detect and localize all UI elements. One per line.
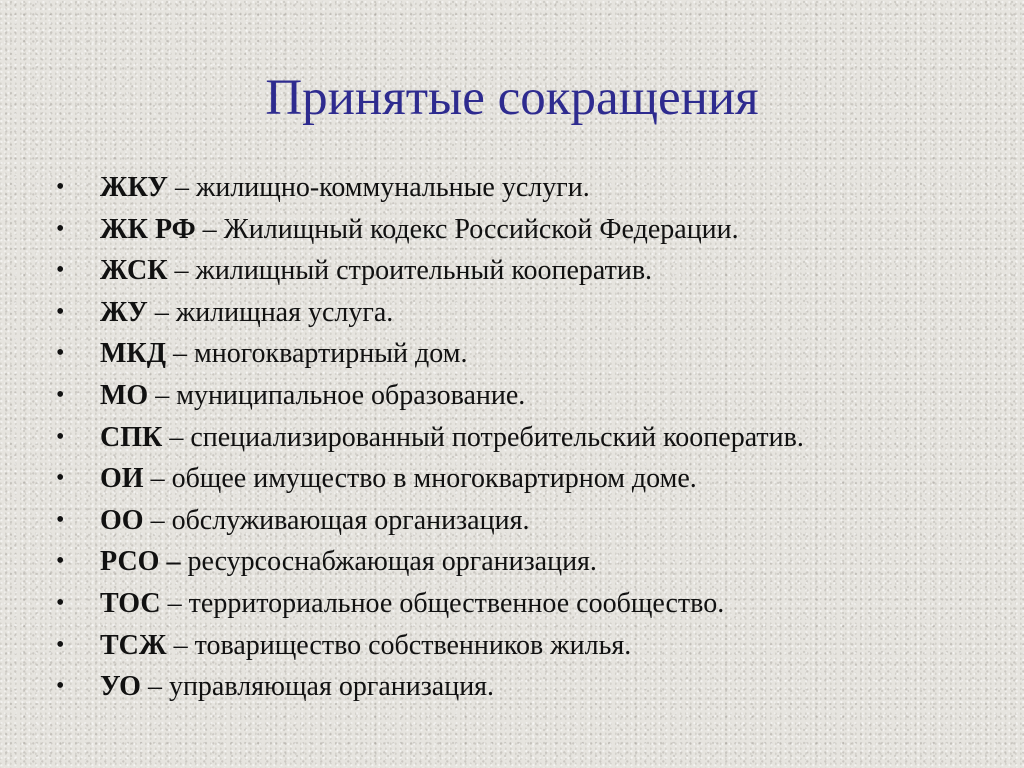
list-item [56,209,1006,251]
dash-separator: – [167,172,196,203]
abbreviation: МКД [100,338,166,370]
bullet-icon: • [56,215,65,242]
abbreviation: ЖУ [100,296,148,328]
list-item [56,625,1006,667]
definition: муниципальное образование. [176,379,526,411]
dash-separator: – [143,463,172,495]
list-item [56,292,1006,334]
dash-separator: – [162,421,191,453]
list-item [56,541,1006,583]
bullet-icon: • [56,673,65,700]
list-item [56,167,1006,209]
abbreviation: ЖК РФ [100,213,196,245]
list-item [56,458,1006,500]
bullet-icon: • [56,631,65,658]
abbreviation: ОИ [100,463,144,495]
dash-separator: – [140,671,169,703]
abbreviation: ЖСК [100,255,168,287]
abbreviation: СПК [100,421,163,453]
list-item [56,250,1006,292]
dash-separator: – [160,587,189,619]
abbreviation: РСО [100,546,160,578]
dash-separator: – [195,213,224,245]
dash-separator: – [143,504,172,536]
bullet-icon: • [56,589,65,616]
abbreviation: ТОС [100,587,161,619]
bullet-icon: • [56,381,65,408]
dash-separator: – [159,546,188,578]
bullet-icon: • [56,506,65,533]
abbreviation: ЖКУ [100,172,168,203]
bullet-icon: • [56,423,65,450]
bullet-icon: • [56,340,65,367]
list-item [56,375,1006,417]
bullet-icon: • [56,298,65,325]
abbreviation-list [56,167,1006,708]
definition: ресурсоснабжающая организация. [187,546,597,578]
dash-separator: – [148,379,177,411]
definition: Жилищный кодекс Российской Федерации. [223,213,739,245]
list-item [56,417,1006,459]
list-item [56,666,1006,708]
slide-title: Принятые сокращения [265,70,759,126]
definition: жилищная услуга. [175,296,394,328]
dash-separator: – [167,255,196,287]
definition: товарищество собственников жилья. [194,629,632,661]
abbreviation: ТСЖ [100,629,167,661]
definition: специализированный потребительский кооператив. [190,421,804,453]
dash-separator: – [166,338,194,370]
bullet-icon: • [56,257,65,284]
list-item [56,500,1006,542]
definition: общее имущество в многоквартирном доме. [171,463,697,495]
bullet-icon: • [56,465,65,492]
definition: жилищно-коммунальные услуги. [195,172,590,203]
bullet-icon: • [56,174,65,200]
list-item [56,333,1006,375]
abbreviation: УО [100,671,141,703]
definition: обслуживающая организация. [171,504,530,536]
definition: территориальное общественное сообщество. [188,587,725,619]
list-item [56,583,1006,625]
abbreviation: ОО [100,504,144,536]
definition: управляющая организация. [168,671,495,703]
definition: многоквартирный дом. [194,338,468,370]
bullet-icon: • [56,548,65,575]
dash-separator: – [147,296,176,328]
definition: жилищный строительный кооператив. [195,255,653,287]
dash-separator: – [166,629,195,661]
abbreviation: МО [100,379,149,411]
